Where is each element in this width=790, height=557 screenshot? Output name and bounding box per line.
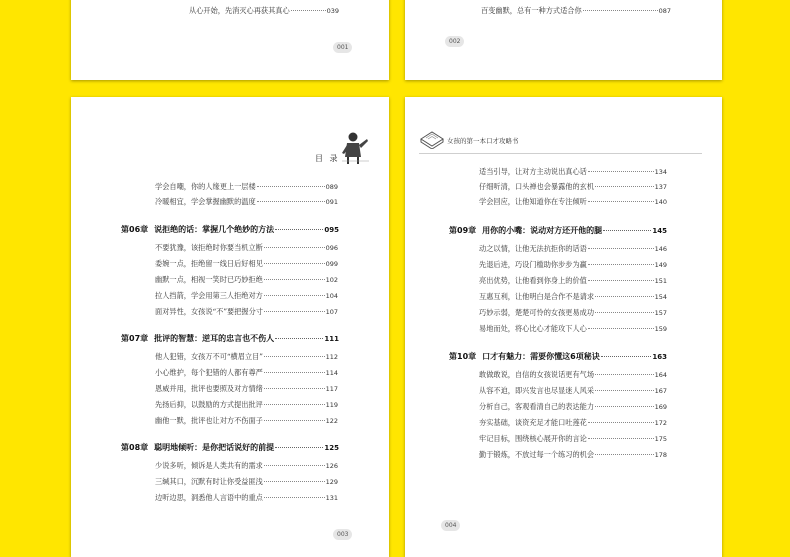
dot-leader: [595, 406, 654, 407]
toc-entry-page: 117: [325, 385, 338, 393]
toc-entry-page: 157: [654, 309, 667, 317]
toc-entry-page: 146: [654, 245, 667, 253]
dot-leader: [588, 280, 654, 281]
toc-entry: [481, 6, 671, 16]
toc-entry-text: 互惠互利，让他明白是合作不是请求: [479, 292, 595, 301]
dot-leader: [257, 201, 325, 202]
toc-entry-page: 107: [325, 308, 338, 316]
toc-entry-page: 178: [654, 451, 667, 459]
dot-leader: [603, 230, 651, 231]
dot-leader: [275, 447, 323, 448]
chapter-title: 批评的智慧：逆耳的忠言也不伤人: [154, 334, 275, 343]
dot-leader: [601, 356, 652, 357]
toc-entry-text: 亮出优势，让他看到你身上的价值: [479, 276, 587, 285]
toc-entry-text: 从心开始，先消灭心再获其真心: [189, 6, 290, 15]
toc-entry: [155, 461, 338, 471]
toc-entry-page: 169: [654, 403, 667, 411]
toc-entry-text: 易地而处，将心比心才能攻下人心: [479, 324, 587, 333]
toc-entry: [155, 307, 338, 317]
chapter-heading: [121, 442, 339, 453]
page-number: 004: [441, 520, 460, 531]
dot-leader: [264, 279, 325, 280]
toc-entry: [155, 197, 338, 207]
chapter-page: 111: [324, 335, 339, 343]
toc-entry-page: 159: [654, 325, 667, 333]
toc-entry-page: 112: [325, 353, 338, 361]
toc-entry: [479, 244, 667, 254]
dot-leader: [264, 420, 325, 421]
dot-leader: [275, 229, 323, 230]
toc-entry-page: 172: [654, 419, 667, 427]
toc-entry-page: 175: [654, 435, 667, 443]
toc-entry-page: 114: [325, 369, 338, 377]
page-contents-right: [405, 97, 722, 557]
dot-leader: [588, 328, 654, 329]
chapter-number: 第07章: [121, 334, 149, 343]
toc-entry-text: 学会自嘲，你的人缘更上一层楼: [155, 182, 256, 191]
dot-leader: [264, 247, 325, 248]
chapter-heading: [449, 225, 667, 236]
chapter-page: 095: [324, 226, 339, 234]
dot-leader: [264, 356, 325, 357]
toc-entry-page: 099: [325, 260, 338, 268]
toc-entry-text: 边听边思，洞悉他人言语中的重点: [155, 493, 263, 502]
toc-entry-text: 分析自己，客观看清自己的表达能力: [479, 402, 595, 411]
dot-leader: [583, 10, 658, 11]
toc-entry-text: 面对异性，女孩说“不”要把握分寸: [155, 307, 263, 316]
toc-entry: [155, 352, 338, 362]
toc-entry-page: 131: [325, 494, 338, 502]
dot-leader: [275, 338, 323, 339]
toc-entry-text: 三缄其口，沉默有时让你受益匪浅: [155, 477, 263, 486]
chapter-title: 说拒绝的话：掌握几个绝妙的方法: [154, 225, 275, 234]
toc-entry-text: 先退后进，巧设门槛助你步步为赢: [479, 260, 587, 269]
toc-entry-page: 164: [654, 371, 667, 379]
chapter-number: 第10章: [449, 352, 477, 361]
page-top-left: [71, 0, 389, 80]
toc-entry: [479, 276, 667, 286]
toc-entry-text: 动之以情，让他无法抗拒你的话语: [479, 244, 587, 253]
toc-entry-text: 敢做敢说，自信的女孩说话更有气场: [479, 370, 595, 379]
toc-entry: [479, 386, 667, 396]
running-header-title: 女孩的第一本口才攻略书: [447, 137, 519, 145]
dot-leader: [588, 201, 654, 202]
toc-entry-text: 不要犹豫，该拒绝时你要当机立断: [155, 243, 263, 252]
dot-leader: [257, 186, 325, 187]
dot-leader: [264, 497, 325, 498]
dot-leader: [588, 438, 654, 439]
toc-entry-page: 140: [654, 198, 667, 206]
toc-entry-text: 牢记目标，围绕核心展开你的言论: [479, 434, 587, 443]
dot-leader: [595, 390, 654, 391]
chapter-heading: [449, 351, 667, 362]
dot-leader: [595, 454, 654, 455]
chapter-page: 163: [652, 353, 667, 361]
toc-entry-page: 154: [654, 293, 667, 301]
toc-entry-page: 122: [325, 417, 338, 425]
chapter-title: 口才有魅力：需要你懂这6项秘诀: [482, 352, 600, 361]
toc-entry: [479, 182, 667, 192]
dot-leader: [264, 465, 325, 466]
toc-entry-page: 102: [325, 276, 338, 284]
book-logo-icon: [419, 127, 445, 149]
toc-entry-page: 151: [654, 277, 667, 285]
toc-entry-page: 137: [654, 183, 667, 191]
page-number: 002: [445, 36, 464, 47]
toc-entry-text: 勤于锻炼，不放过每一个练习的机会: [479, 450, 595, 459]
page-number: 003: [333, 529, 352, 540]
toc-entry: [479, 292, 667, 302]
toc-entry-text: 学会回应，让他知道你在专注倾听: [479, 197, 587, 206]
toc-entry: [479, 260, 667, 270]
dot-leader: [264, 404, 325, 405]
toc-entry: [479, 418, 667, 428]
page-number: 001: [333, 42, 352, 53]
toc-entry: [155, 400, 338, 410]
toc-entry-page: 167: [654, 387, 667, 395]
toc-entry: [155, 259, 338, 269]
toc-entry: [155, 384, 338, 394]
toc-entry-page: 091: [325, 198, 338, 206]
toc-entry-page: 039: [326, 7, 339, 15]
toc-entry: [155, 368, 338, 378]
dot-leader: [264, 311, 325, 312]
toc-entry: [479, 197, 667, 207]
toc-entry-text: 百变幽默，总有一种方式适合你: [481, 6, 582, 15]
toc-entry-text: 幽默一点，相视一笑时已巧妙拒绝: [155, 275, 263, 284]
toc-entry: [155, 477, 338, 487]
dot-leader: [588, 248, 654, 249]
dot-leader: [588, 422, 654, 423]
dot-leader: [264, 481, 325, 482]
toc-entry: [479, 402, 667, 412]
dot-leader: [264, 295, 325, 296]
dot-leader: [264, 372, 325, 373]
toc-entry-page: 096: [325, 244, 338, 252]
woman-illustration-icon: [339, 131, 371, 165]
toc-entry-text: 少说多听，倾诉是人类共有的需求: [155, 461, 263, 470]
toc-entry: [479, 450, 667, 460]
toc-entry-page: 104: [325, 292, 338, 300]
toc-entry: [479, 308, 667, 318]
toc-entry: [479, 324, 667, 334]
toc-entry-text: 仔细听清，口头禅也会暴露他的玄机: [479, 182, 595, 191]
toc-entry: [155, 275, 338, 285]
toc-entry-text: 先扬后抑，以鼓励的方式提出批评: [155, 400, 263, 409]
toc-entry: [479, 167, 667, 177]
chapter-number: 第06章: [121, 225, 149, 234]
toc-entry: [155, 182, 338, 192]
toc-entry-text: 冷暖相宜，学会掌握幽默的温度: [155, 197, 256, 206]
toc-entry-page: 126: [325, 462, 338, 470]
toc-entry: [155, 291, 338, 301]
toc-entry-page: 149: [654, 261, 667, 269]
dot-leader: [264, 388, 325, 389]
toc-entry-text: 小心维护，每个犯错的人都有尊严: [155, 368, 263, 377]
toc-entry: [155, 493, 338, 503]
toc-entry: [155, 243, 338, 253]
toc-entry: [189, 6, 339, 16]
toc-entry-text: 他人犯错，女孩万不可“横眉立目”: [155, 352, 263, 361]
dot-leader: [291, 10, 326, 11]
toc-entry-text: 幽他一默，批评也让对方不伤面子: [155, 416, 263, 425]
page-contents-left: [71, 97, 389, 557]
chapter-page: 145: [652, 227, 667, 235]
toc-entry-text: 拉人挡箭，学会用第三人拒绝对方: [155, 291, 263, 300]
toc-entry: [479, 370, 667, 380]
dot-leader: [264, 263, 325, 264]
dot-leader: [595, 186, 654, 187]
dot-leader: [588, 171, 654, 172]
toc-entry: [479, 434, 667, 444]
toc-entry-page: 119: [325, 401, 338, 409]
toc-entry-text: 巧妙示弱，楚楚可怜的女孩更易成功: [479, 308, 595, 317]
toc-entry-text: 委婉一点，拒绝留一线日后好相见: [155, 259, 263, 268]
page-title: 目 录: [315, 154, 340, 163]
toc-entry-page: 134: [654, 168, 667, 176]
chapter-page: 125: [324, 444, 339, 452]
dot-leader: [595, 312, 654, 313]
chapter-heading: [121, 224, 339, 235]
dot-leader: [588, 264, 654, 265]
dot-leader: [595, 374, 654, 375]
toc-entry-text: 夯实基础，谈资充足才能口吐莲花: [479, 418, 587, 427]
toc-entry-page: 089: [325, 183, 338, 191]
chapter-number: 第08章: [121, 443, 149, 452]
chapter-heading: [121, 333, 339, 344]
header-divider: [419, 153, 702, 154]
chapter-number: 第09章: [449, 226, 477, 235]
toc-entry-page: 129: [325, 478, 338, 486]
chapter-title: 用你的小嘴：说动对方还开他的腿: [482, 226, 603, 235]
toc-entry-text: 恩威并用，批评也要照及对方情绪: [155, 384, 263, 393]
dot-leader: [595, 296, 654, 297]
toc-entry: [155, 416, 338, 426]
toc-entry-page: 087: [658, 7, 671, 15]
toc-entry-text: 适当引导，让对方主动说出真心话: [479, 167, 587, 176]
chapter-title: 聪明地倾听：是你把话说好的前提: [154, 443, 275, 452]
toc-entry-text: 从容不迫，即兴发言也尽显迷人风采: [479, 386, 595, 395]
page-top-right: [405, 0, 722, 80]
